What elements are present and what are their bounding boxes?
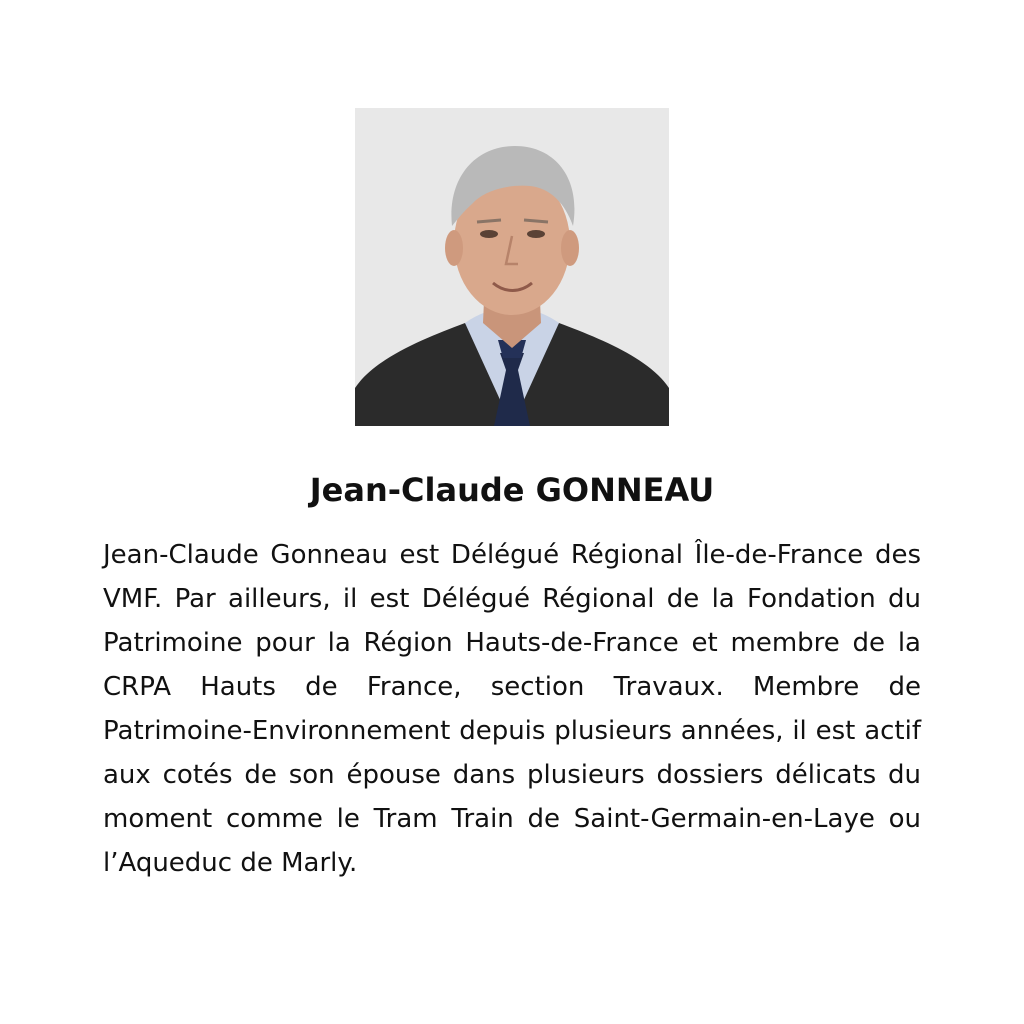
right-ear — [561, 230, 579, 266]
right-eye — [527, 230, 545, 238]
portrait-photo — [355, 108, 669, 426]
person-bio: Jean-Claude Gonneau est Délégué Régional Île-de-France des VMF. Par ailleurs, il est Délégué Régional de la Fondation du Patrimoine pour la Région Hauts-de-France et membre de la CRPA Hauts de France, section Travaux. Membre de Patrimoine-Environnement depuis plusieurs années, il est actif aux cotés de son épouse dans plusieurs dossiers délicats du moment comme le Tram Train de Saint-Germain-en-Laye ou l’Aqueduc de Marly. — [103, 540, 921, 878]
right-brow — [524, 220, 548, 222]
person-name: Jean-Claude GONNEAU — [309, 471, 715, 509]
portrait-illustration — [355, 108, 669, 426]
left-eye — [480, 230, 498, 238]
left-ear — [445, 230, 463, 266]
left-brow — [477, 220, 501, 222]
